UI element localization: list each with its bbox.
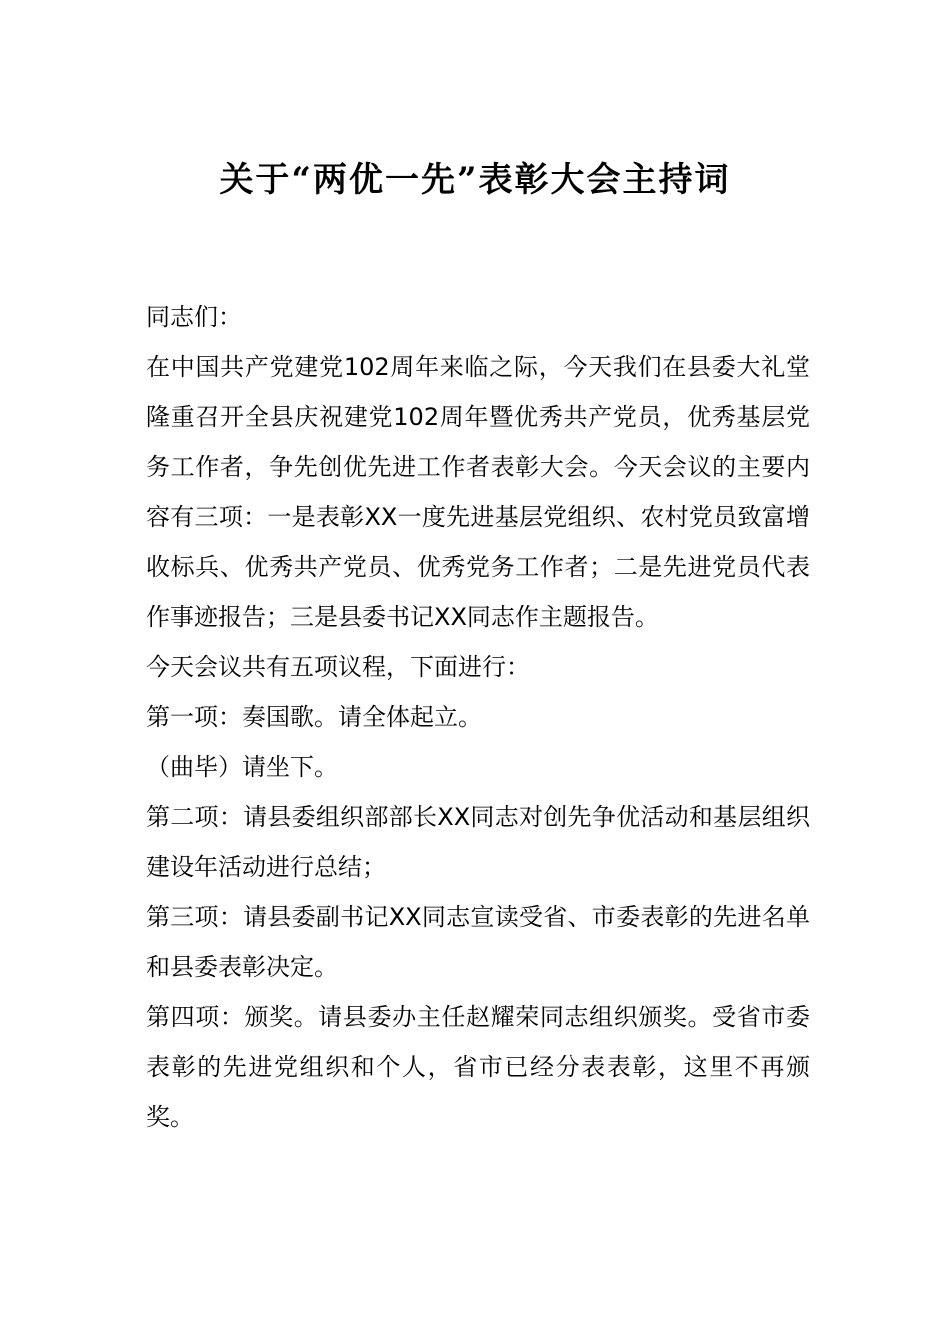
agenda-item-3: 第三项：请县委副书记XX同志宣读受省、市委表彰的先进名单和县委表彰决定。 [146,903,810,981]
document-body [146,292,810,1142]
agenda-item-1-note: （曲毕）请坐下。 [146,753,338,781]
agenda-intro-paragraph: 今天会议共有五项议程，下面进行： [146,653,530,681]
agenda-item-2: 第二项：请县委组织部部长XX同志对创先争优活动和基层组织建设年活动进行总结； [146,803,810,881]
intro-paragraph: 在中国共产党建党102周年来临之际，今天我们在县委大礼堂隆重召开全县庆祝建党102周年暨优秀共产党员，优秀基层党务工作者，争先创优先进工作者表彰大会。今天会议的主要内容有三项：一是表彰XX一度先进基层党组织、农村党员致富增收标兵、优秀共产党员、优秀党务工作者；二是先进党员代表作事迹报告；三是县委书记XX同志作主题报告。 [146,353,810,631]
agenda-item-1: 第一项：奏国歌。请全体起立。 [146,703,482,731]
salutation-paragraph: 同志们： [146,303,242,331]
document-title: 关于“两优一先”表彰大会主持词 [219,160,731,200]
agenda-item-4: 第四项：颁奖。请县委办主任赵耀荣同志组织颁奖。受省市委表彰的先进党组织和个人，省市已经分表表彰，这里不再颁奖。 [146,1003,810,1131]
